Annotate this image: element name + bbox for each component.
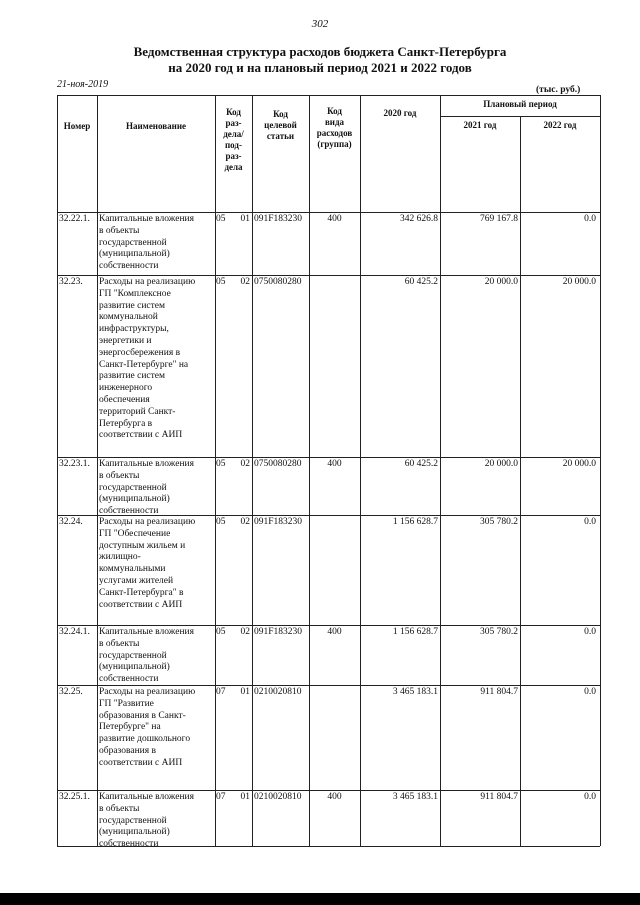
row-section: 05 [216,459,226,469]
row-amount-2022: 0.0 [584,687,596,697]
row-amount-2021: 911 804.7 [480,687,518,697]
row-amount-2021: 911 804.7 [480,792,518,802]
document-title [0,44,640,76]
row-amount-2020: 3 465 183.1 [392,792,438,802]
row-amount-2022: 20 000.0 [562,459,596,469]
row-section: 05 [216,627,226,637]
row-amount-2022: 0.0 [584,627,596,637]
row-target-code: 0750080280 [254,277,302,287]
row-name: Расходы на реализацию ГП "Развитие образования в Санкт- Петербурге" на развитие дошкольного образования в соответствии с АИП [99,687,196,768]
row-amount-2020: 60 425.2 [404,459,438,469]
row-target-code: 091F183230 [254,517,303,527]
row-name: Капитальные вложения в объекты государственной (муниципальной) собственности [99,214,194,272]
header-y2021: 2021 год [463,120,497,130]
scan-edge [0,893,640,905]
row-section: 07 [216,792,226,802]
row-subsection: 02 [240,277,250,287]
row-subsection: 01 [240,687,250,697]
column-border [600,95,601,846]
row-amount-2022: 0.0 [584,792,596,802]
column-border [97,95,98,846]
row-number: 32.24.1. [59,627,90,637]
header-section: Код раз- дела/ под- раз- дела [223,107,244,172]
row-amount-2022: 20 000.0 [562,277,596,287]
row-border [57,275,600,276]
row-subsection: 01 [240,214,250,224]
column-border [252,95,253,846]
row-amount-2021: 20 000.0 [484,459,518,469]
row-amount-2020: 3 465 183.1 [392,687,438,697]
row-name: Расходы на реализацию ГП "Комплексное развитие систем коммунальной инфраструктуры, энергетики и энергосбережения в Санкт-Петербурге" на развитие систем инженерного обеспечения территорий Санкт- Петербурга в соответствии с АИП [99,277,196,441]
row-target-code: 0750080280 [254,459,302,469]
row-amount-2021: 769 167.8 [480,214,518,224]
row-amount-2021: 305 780.2 [480,517,518,527]
row-amount-2020: 1 156 628.7 [392,627,438,637]
row-name: Капитальные вложения в объекты государственной (муниципальной) собственности [99,627,194,685]
row-border [57,790,600,791]
row-subsection: 01 [240,792,250,802]
row-number: 32.23.1. [59,459,90,469]
row-section: 05 [216,517,226,527]
row-expense-type: 400 [327,627,342,637]
column-border [57,95,58,846]
row-amount-2022: 0.0 [584,517,596,527]
header-number: Номер [63,121,91,131]
row-target-code: 0210020810 [254,792,302,802]
row-amount-2022: 0.0 [584,214,596,224]
title-line-1: Ведомственная структура расходов бюджета Санкт-Петербурга [133,44,507,59]
row-section: 07 [216,687,226,697]
header-y2020: 2020 год [383,108,417,118]
header-name: Наименование [126,121,186,131]
row-expense-type: 400 [327,459,342,469]
row-subsection: 02 [240,517,250,527]
row-number: 32.25. [59,687,83,697]
row-amount-2021: 305 780.2 [480,627,518,637]
row-amount-2020: 342 626.8 [400,214,438,224]
row-amount-2020: 60 425.2 [404,277,438,287]
header-expense_type: Код вида расходов (группа) [316,106,353,149]
row-name: Капитальные вложения в объекты государственной (муниципальной) собственности [99,459,194,517]
header-bottom-border [57,212,600,213]
document-date: 21-ноя-2019 [57,79,109,90]
row-number: 32.25.1. [59,792,90,802]
row-section: 05 [216,277,226,287]
row-section: 05 [216,214,226,224]
row-number: 32.22.1. [59,214,90,224]
row-border [57,457,600,458]
row-name: Капитальные вложения в объекты государственной (муниципальной) собственности [99,792,194,850]
row-name: Расходы на реализацию ГП "Обеспечение доступным жильем и жилищно- коммунальными услугами жителей Санкт-Петербурга" в соответствии с АИП [99,517,196,610]
row-amount-2021: 20 000.0 [484,277,518,287]
row-target-code: 091F183230 [254,214,303,224]
row-border [57,625,600,626]
title-line-2: на 2020 год и на плановый период 2021 и 2022 годов [168,60,472,75]
row-number: 32.24. [59,517,83,527]
table-top-border [57,95,600,96]
row-target-code: 091F183230 [254,627,303,637]
row-number: 32.23. [59,277,83,287]
row-expense-type: 400 [327,214,342,224]
row-subsection: 02 [240,459,250,469]
units-label: (тыс. руб.) [536,85,581,95]
row-target-code: 0210020810 [254,687,302,697]
header-target: Код целевой статьи [264,109,297,141]
row-expense-type: 400 [327,792,342,802]
row-amount-2020: 1 156 628.7 [392,517,438,527]
page-number: 302 [311,18,329,30]
header-planned: Плановый период [483,99,557,109]
row-subsection: 02 [240,627,250,637]
header-y2022: 2022 год [543,120,577,130]
